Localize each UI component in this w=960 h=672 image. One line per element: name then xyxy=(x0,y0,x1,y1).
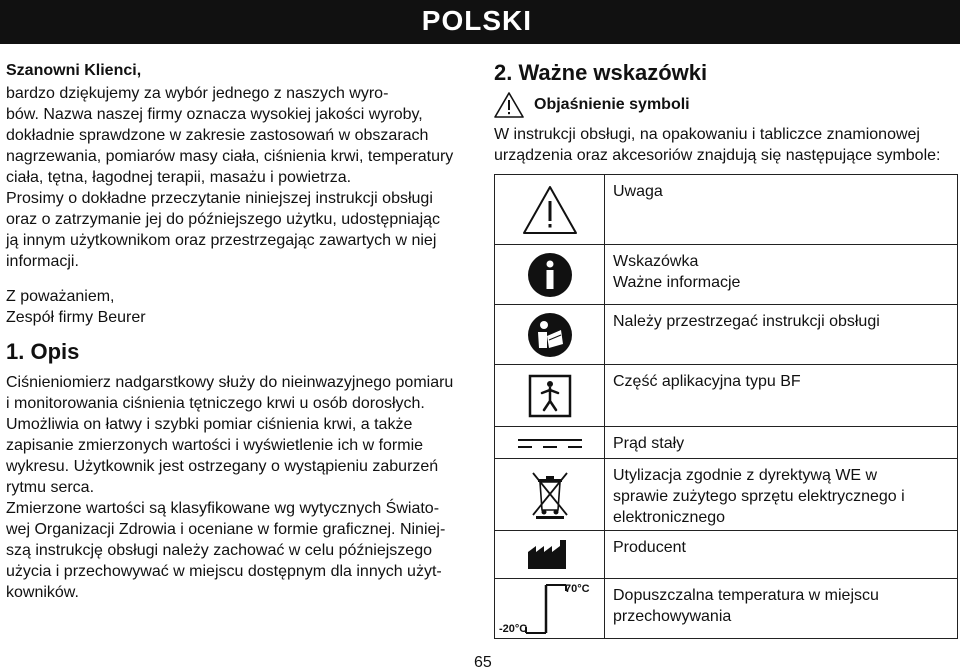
symbol-cell xyxy=(495,305,605,365)
section-title-important: 2. Ważne wskazówki xyxy=(494,60,708,85)
symbol-cell xyxy=(495,427,605,459)
description-line: wykresu. Użytkownik jest ostrzegany o wystąpieniu zaburzeń xyxy=(6,458,439,475)
description-line: użycia i przechowywać w miejscu dostępnym dla innych użyt- xyxy=(6,563,442,580)
symbol-description: Wskazówka Ważne informacje xyxy=(605,245,958,305)
description-line: Zmierzone wartości są klasyfikowane wg wytycznych Świato- xyxy=(6,500,440,517)
section-title-description: 1. Opis xyxy=(6,339,80,364)
request-line: ją innym użytkownikom oraz przestrzegając zawartych w niej xyxy=(6,232,437,249)
request-line: Prosimy o dokładne przeczytanie niniejszej instrukcji obsługi xyxy=(6,190,433,207)
symbol-description: Dopuszczalna temperatura w miejscu przechowywania xyxy=(605,579,958,639)
description-line: wej Organizacji Zdrowia i oceniane w formie graficznej. Niniej- xyxy=(6,521,446,538)
symbol-description: Prąd stały xyxy=(605,427,958,459)
symbol-description: Uwaga xyxy=(605,175,958,245)
request-line: oraz o zatrzymanie jej do późniejszego użytku, udostępniając xyxy=(6,211,441,228)
page-number: 65 xyxy=(474,654,492,671)
weee-bin-icon xyxy=(530,470,570,520)
symbols-intro-line: W instrukcji obsługi, na opakowaniu i tabliczce znamionowej xyxy=(494,126,920,143)
description-line: Ciśnieniomierz nadgarstkowy służy do nieinwazyjnego pomiaru xyxy=(6,374,454,391)
description-line: kowników. xyxy=(6,584,79,601)
symbols-intro-line: urządzenia oraz akcesoriów znajdują się następujące symbole: xyxy=(494,147,941,164)
closing-signature: Zespół firmy Beurer xyxy=(6,309,146,326)
symbols-table xyxy=(494,174,958,639)
symbol-description: Część aplikacyjna typu BF xyxy=(605,365,958,427)
symbol-description: Należy przestrzegać instrukcji obsługi xyxy=(605,305,958,365)
info-icon xyxy=(527,252,573,298)
bf-applied-part-icon xyxy=(528,374,572,418)
language-header-bar xyxy=(0,0,960,44)
table-row xyxy=(495,459,958,531)
description-line: rytmu serca. xyxy=(6,479,95,496)
table-row xyxy=(495,427,958,459)
manufacturer-icon xyxy=(526,540,574,570)
symbol-cell xyxy=(495,459,605,531)
intro-line: ciała, tętna, łagodnej terapii, masażu i powietrza. xyxy=(6,169,352,186)
symbols-heading-text: Objaśnienie symboli xyxy=(534,96,690,113)
table-row xyxy=(495,365,958,427)
description-line: Umożliwia on łatwy i szybki pomiar ciśnienia krwi, a także xyxy=(6,416,413,433)
intro-line: nagrzewania, pomiarów masy ciała, ciśnienia krwi, temperatury xyxy=(6,148,454,165)
request-line: informacji. xyxy=(6,253,79,270)
temp-max-label: 70°C xyxy=(565,583,590,595)
symbol-cell xyxy=(495,579,605,639)
symbol-cell xyxy=(495,175,605,245)
description-line: szą instrukcję obsługi należy zachować w celu późniejszego xyxy=(6,542,432,559)
symbol-cell xyxy=(495,531,605,579)
symbol-cell xyxy=(495,245,605,305)
symbol-cell xyxy=(495,365,605,427)
warning-triangle-icon xyxy=(494,92,524,118)
table-row xyxy=(495,305,958,365)
description-line: zapisanie zmierzonych wartości i wyświetlenie ich w formie xyxy=(6,437,424,454)
table-row xyxy=(495,579,958,639)
direct-current-icon xyxy=(518,436,582,450)
table-row xyxy=(495,531,958,579)
table-row xyxy=(495,175,958,245)
intro-line: bardzo dziękujemy za wybór jednego z naszych wyro- xyxy=(6,85,389,102)
symbols-heading xyxy=(494,92,956,118)
greeting: Szanowni Klienci, xyxy=(6,62,142,79)
table-row xyxy=(495,245,958,305)
intro-line: dokładnie sprawdzone w zakresie zastosowań w obszarach xyxy=(6,127,429,144)
language-label: POLSKI xyxy=(421,5,532,36)
left-column xyxy=(6,60,468,603)
closing-regards: Z poważaniem, xyxy=(6,288,115,305)
description-line: i monitorowania ciśnienia tętniczego krwi u osób dorosłych. xyxy=(6,395,425,412)
intro-line: bów. Nazwa naszej firmy oznacza wysokiej jakości wyroby, xyxy=(6,106,423,123)
temp-min-label: -20°C xyxy=(499,623,528,635)
symbol-description: Utylizacja zgodnie z dyrektywą WE w sprawie zużytego sprzętu elektrycznego i elektronicznego xyxy=(605,459,958,531)
warning-triangle-icon xyxy=(522,185,578,235)
right-column xyxy=(494,60,956,166)
read-manual-icon xyxy=(527,312,573,358)
symbol-description: Producent xyxy=(605,531,958,579)
